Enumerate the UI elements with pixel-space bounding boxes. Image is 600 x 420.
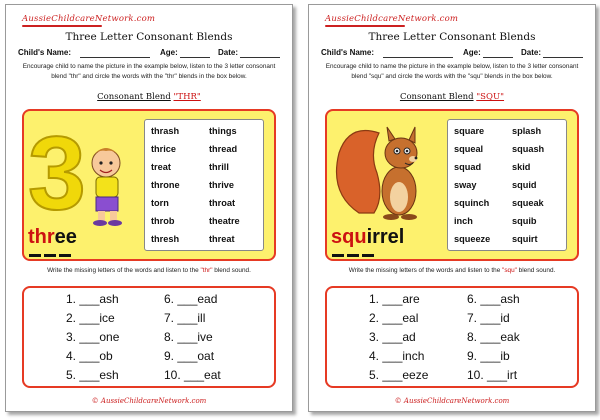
example-panel: [325, 109, 579, 261]
site-logo: AussieChildcareNetwork.com: [22, 14, 156, 24]
word-item[interactable]: throne: [151, 180, 180, 190]
question-item[interactable]: 8. ___eak: [467, 330, 520, 344]
blank-dash: [347, 254, 359, 257]
child-name-label: Child's Name:: [18, 48, 72, 57]
date-line[interactable]: [240, 57, 280, 58]
word-item[interactable]: torn: [151, 198, 169, 208]
question-item[interactable]: 6. ___ash: [467, 292, 520, 306]
blend-prefix: Consonant Blend: [97, 92, 171, 102]
age-line[interactable]: [180, 57, 210, 58]
footer-copyright: © AussieChildcareNetwork.com: [394, 397, 510, 405]
squirrel-picture: [329, 113, 447, 231]
age-label: Age:: [463, 48, 481, 57]
child-name-line[interactable]: [80, 57, 150, 58]
worksheet-title: Three Letter Consonant Blends: [368, 31, 536, 43]
question-item[interactable]: 2. ___ice: [66, 311, 115, 325]
example-panel: [22, 109, 276, 261]
fill-instr-text: Write the missing letters of the words and listen to the: [348, 267, 501, 274]
blank-dash: [362, 254, 374, 257]
worksheet-thr: [5, 4, 293, 412]
fill-instructions: [6, 267, 292, 274]
svg-text:3: 3: [28, 116, 86, 231]
question-item[interactable]: 2. ___eal: [369, 311, 419, 325]
logo-swoosh: [22, 25, 102, 27]
question-item[interactable]: 5. ___esh: [66, 368, 119, 382]
word-item[interactable]: squad: [454, 162, 482, 172]
word-item[interactable]: squirt: [512, 234, 538, 244]
word-item[interactable]: throat: [209, 198, 236, 208]
question-item[interactable]: 1. ___are: [369, 292, 420, 306]
word-item[interactable]: squeeze: [454, 234, 491, 244]
word-item[interactable]: thrash: [151, 126, 180, 136]
example-blend: thr: [28, 226, 55, 248]
question-item[interactable]: 7. ___ill: [164, 311, 206, 325]
question-box: [22, 286, 276, 388]
word-box: [447, 119, 567, 251]
word-item[interactable]: sway: [454, 180, 477, 190]
word-item[interactable]: squib: [512, 216, 537, 226]
child-name-label: Child's Name:: [321, 48, 375, 57]
question-item[interactable]: 9. ___oat: [164, 349, 215, 363]
logo-swoosh: [325, 25, 405, 27]
example-word: [28, 226, 77, 249]
question-item[interactable]: 6. ___ead: [164, 292, 218, 306]
blend-name: "THR": [173, 92, 201, 102]
word-item[interactable]: things: [209, 126, 237, 136]
question-box: [325, 286, 579, 388]
word-item[interactable]: squash: [512, 144, 545, 154]
example-rest: irrel: [366, 226, 405, 248]
blank-dash: [29, 254, 41, 257]
question-item[interactable]: 8. ___ive: [164, 330, 213, 344]
blend-name: "SQU": [476, 92, 505, 102]
three-boy-picture: [26, 113, 144, 231]
example-blend: squ: [331, 226, 367, 248]
word-item[interactable]: squinch: [454, 198, 490, 208]
word-item[interactable]: thread: [209, 144, 238, 154]
example-rest: ee: [54, 226, 77, 248]
question-item[interactable]: 7. ___id: [467, 311, 510, 325]
blend-prefix: Consonant Blend: [399, 92, 474, 102]
word-item[interactable]: thrill: [209, 162, 229, 172]
word-item[interactable]: squeal: [454, 144, 484, 154]
blank-dash: [44, 254, 56, 257]
blank-dash: [332, 254, 344, 257]
word-item[interactable]: skid: [512, 162, 531, 172]
fill-instr-blend: "squ": [502, 267, 517, 274]
question-item[interactable]: 10. ___irt: [467, 368, 518, 382]
question-item[interactable]: 4. ___inch: [369, 349, 425, 363]
question-item[interactable]: 1. ___ash: [66, 292, 119, 306]
question-item[interactable]: 4. ___ob: [66, 349, 113, 363]
blend-label: [309, 92, 595, 102]
word-item[interactable]: squid: [512, 180, 537, 190]
worksheet-squ: [308, 4, 596, 412]
instructions: Encourage child to name the picture in the example below, listen to the 3 letter consonant blend "squ" and circle the words with the "squ" blends in the box below.: [325, 63, 579, 80]
blank-dash: [59, 254, 71, 257]
fill-instr-text: Write the missing letters of the words and listen to the: [47, 267, 199, 274]
question-item[interactable]: 3. ___ad: [369, 330, 416, 344]
word-item[interactable]: square: [454, 126, 485, 136]
date-label: Date:: [521, 48, 542, 57]
question-item[interactable]: 3. ___one: [66, 330, 120, 344]
word-item[interactable]: thrive: [209, 180, 235, 190]
child-name-line[interactable]: [383, 57, 453, 58]
age-line[interactable]: [483, 57, 513, 58]
fill-instructions: [309, 267, 595, 274]
question-item[interactable]: 9. ___ib: [467, 349, 510, 363]
fill-instr-tail: blend sound.: [214, 267, 251, 274]
site-logo: AussieChildcareNetwork.com: [325, 14, 459, 24]
question-item[interactable]: 5. ___eeze: [369, 368, 429, 382]
blend-label: [6, 92, 292, 102]
word-item[interactable]: thresh: [151, 234, 180, 244]
instructions: Encourage child to name the picture in the example below, listen to the 3 letter consonant blend "thr" and circle the words with the "thr" blends in the box below.: [22, 63, 276, 80]
word-box: [144, 119, 264, 251]
age-label: Age:: [160, 48, 178, 57]
word-item[interactable]: throb: [151, 216, 175, 226]
word-item[interactable]: thrice: [151, 144, 177, 154]
date-line[interactable]: [543, 57, 583, 58]
date-label: Date:: [218, 48, 239, 57]
worksheet-title: Three Letter Consonant Blends: [65, 31, 233, 43]
example-word: [331, 226, 404, 249]
word-item[interactable]: squeak: [512, 198, 544, 208]
fill-instr-blend: "thr": [200, 267, 213, 274]
fill-instr-tail: blend sound.: [518, 267, 556, 274]
footer-copyright: © AussieChildcareNetwork.com: [91, 397, 207, 405]
word-item[interactable]: treat: [151, 162, 171, 172]
word-item[interactable]: inch: [454, 216, 473, 226]
word-item[interactable]: threat: [209, 234, 235, 244]
question-item[interactable]: 10. ___eat: [164, 368, 221, 382]
word-item[interactable]: splash: [512, 126, 542, 136]
word-item[interactable]: theatre: [209, 216, 240, 226]
